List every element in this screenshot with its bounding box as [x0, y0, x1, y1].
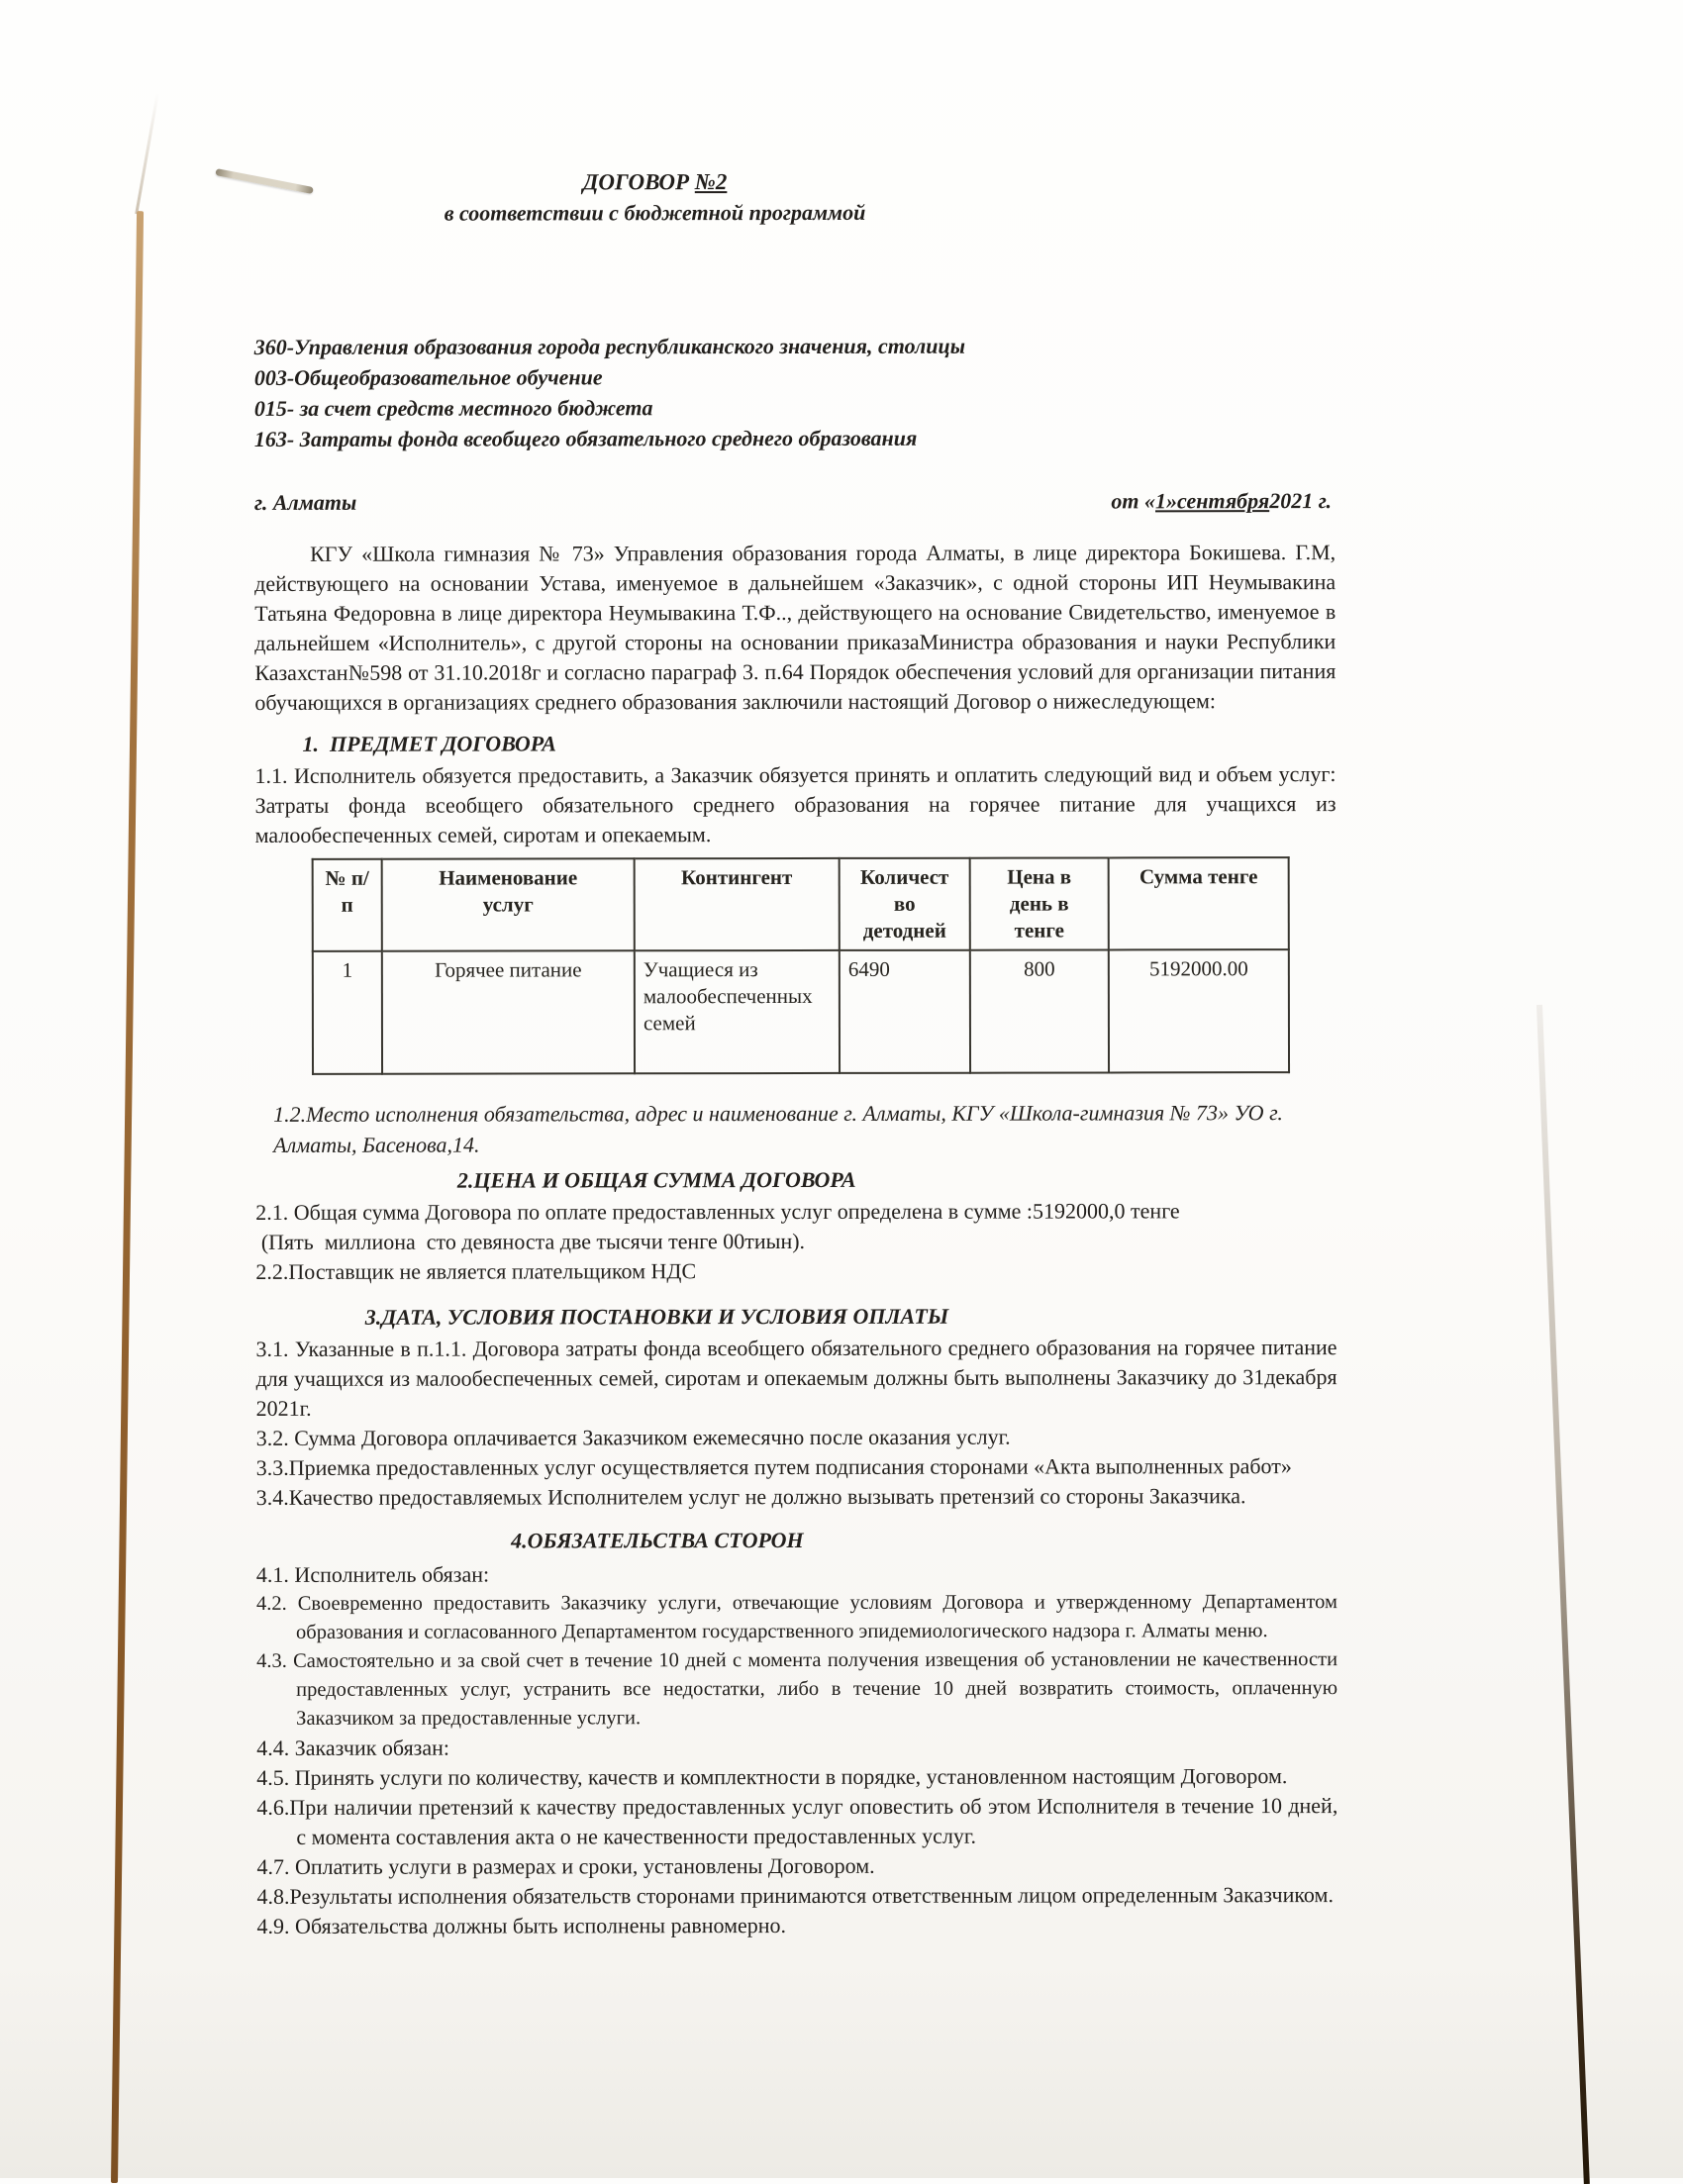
document-title [253, 166, 1055, 199]
program-line: 360-Управления образования города республиканского значения, столицы [253, 333, 966, 359]
clause-4-5: 4.5. Принять услуги по количеству, качеств и комплектности в порядке, установленном настоящим Договором. [256, 1763, 1288, 1790]
clause-4-7: 4.7. Оплатить услуги в размерах и сроки, установлены Договором. [256, 1852, 875, 1879]
section1-heading: 1. ПРЕДМЕТ ДОГОВОРА [302, 731, 556, 756]
contract-table [312, 856, 1290, 1075]
table-cell-price: 800 [970, 949, 1109, 1072]
table-cell-sum: 5192000.00 [1109, 949, 1289, 1072]
page-edge-right [1536, 1005, 1590, 2184]
contract-document [253, 165, 1337, 1941]
clause-3-4: 3.4.Качество предоставляемых Исполнителем услуг не должно вызывать претензий со стороны Заказчика. [255, 1483, 1246, 1510]
table-header-cell: Контингент [635, 858, 840, 950]
table-header-cell: № п/п [313, 859, 382, 951]
obligations-list [256, 1558, 1338, 1941]
title-text: ДОГОВОР [582, 169, 695, 195]
clause-3-2: 3.2. Сумма Договора оплачивается Заказчиком ежемесячно после оказания услуг. [255, 1424, 1011, 1450]
program-line: 015- за счет средств местного бюджета [253, 395, 653, 421]
table-header-cell: Сумма тенге [1109, 857, 1289, 949]
clause-2-2: 2.2.Поставщик не является плательщиком НДС [255, 1258, 697, 1284]
program-line: 163- Затраты фонда всеобщего обязательного среднего образования [253, 425, 918, 451]
budget-program-list [254, 330, 1336, 454]
table-header-cell: Количест во детодней [840, 858, 970, 950]
program-line: 003-Общеобразовательное обучение [253, 364, 603, 390]
page-corner-fold [135, 93, 158, 215]
table-cell-days: 6490 [840, 950, 970, 1073]
table-cell-service: Горячее питание [382, 950, 635, 1073]
date-label: от «1»сентября2021 г. [1111, 488, 1333, 514]
clause-4-4: 4.4. Заказчик обязан: [256, 1735, 450, 1760]
page-edge-left [111, 211, 144, 2183]
table-header-cell: Цена в день в тенге [970, 857, 1109, 949]
clause-4-8: 4.8.Результаты исполнения обязательств сторонами принимаются ответственным лицом определенным Заказчиком. [256, 1882, 1334, 1909]
place-label: г. Алматы [254, 489, 357, 515]
table-header-cell: Наименование услуг [382, 858, 635, 950]
preamble-paragraph: КГУ «Школа гимназия № 73» Управления образования города Алматы, в лице директора Бокишева. Г.М, действующего на основании Устава, именуемое в дальнейшем «Заказчик», с одной стороны ИП Неумывакина Татьяна Федоровна в лице директора Неумывакина Т.Ф.., действующего на основание Свидетельство, именуемое в дальнейшем «Исполнитель», с другой стороны на основании приказаМинистра образования и науки Республики Казахстан№598 от 31.10.2018г и согласно параграф 3. п.64 Порядок обеспечения условий для организации питания обучающихся в организациях среднего образования заключили настоящий Договор о нижеследующем: [254, 540, 1336, 715]
clause-1-1: 1.1. Исполнитель обязуется предоставить, а Заказчик обязуется принять и оплатить следующий вид и объем услуг: Затраты фонда всеобщего обязательного среднего образования на горячее питание для учащихся из малообеспеченных семей, сиротам и опекаемым. [254, 761, 1336, 847]
clause-2-1: 2.1. Общая сумма Договора по оплате предоставленных услуг определена в сумме :5192000,0 тенге [255, 1198, 1180, 1225]
section2-heading: 2.ЦЕНА И ОБЩАЯ СУММА ДОГОВОРА [456, 1166, 856, 1193]
document-subtitle: в соответствии с бюджетной программой [444, 199, 866, 226]
clause-4-6: 4.6.При наличии претензий к качеству предоставленных услуг оповестить об этом Исполнителя в течение 10 дней, с момента составления акта о не качественности предоставленных услуг. [256, 1793, 1338, 1849]
clause-1-2: 1.2.Место исполнения обязательства, адрес и наименование г. Алматы, КГУ «Школа-гимназия № 73» УО г. Алматы, Басенова,14. [273, 1100, 1283, 1157]
table-header-row [313, 857, 1289, 951]
section4-heading: 4.ОБЯЗАТЕЛЬСТВА СТОРОН [511, 1527, 804, 1553]
table-cell-contingent: Учащиеся из малообеспеченных семей [635, 950, 840, 1073]
clause-3-3: 3.3.Приемка предоставленных услуг осуществляется путем подписания сторонами «Акта выполненных работ» [255, 1453, 1292, 1480]
clause-4-9: 4.9. Обязательства должны быть исполнены равномерно. [256, 1913, 787, 1938]
clause-2-1-words: (Пять миллиона сто девяноста две тысячи тенге 00тиын). [255, 1228, 806, 1254]
title-number: №2 [694, 169, 728, 195]
clause-4-3: 4.3. Самостоятельно и за свой счет в течение 10 дней с момента получения извещения об установлении не качественности предоставленных услуг, устранить все недостатки, либо в течение 10 дней возвратить стоимость, оплаченную Заказчиком за предоставленные услуги. [256, 1648, 1338, 1730]
table-cell-number: 1 [313, 951, 382, 1074]
table-row [313, 949, 1289, 1074]
section3-heading: 3.ДАТА, УСЛОВИЯ ПОСТАНОВКИ И УСЛОВИЯ ОПЛАТЫ [364, 1303, 949, 1330]
clause-3-1: 3.1. Указанные в п.1.1. Договора затраты фонда всеобщего обязательного среднего образования на горячее питание для учащихся из малообеспеченных семей, сиротам и опекаемым должны быть выполнены Заказчику до 31декабря 2021г. [255, 1335, 1337, 1421]
place-date-line [254, 486, 1332, 518]
clause-4-1: 4.1. Исполнитель обязан: [255, 1561, 490, 1587]
clause-4-2: 4.2. Своевременно предоставить Заказчику услуги, отвечающие условиям Договора и утвержденному Департаментом образования и согласованного Департаментом государственного эпидемиологического надзора г. Алматы меню. [255, 1591, 1337, 1643]
